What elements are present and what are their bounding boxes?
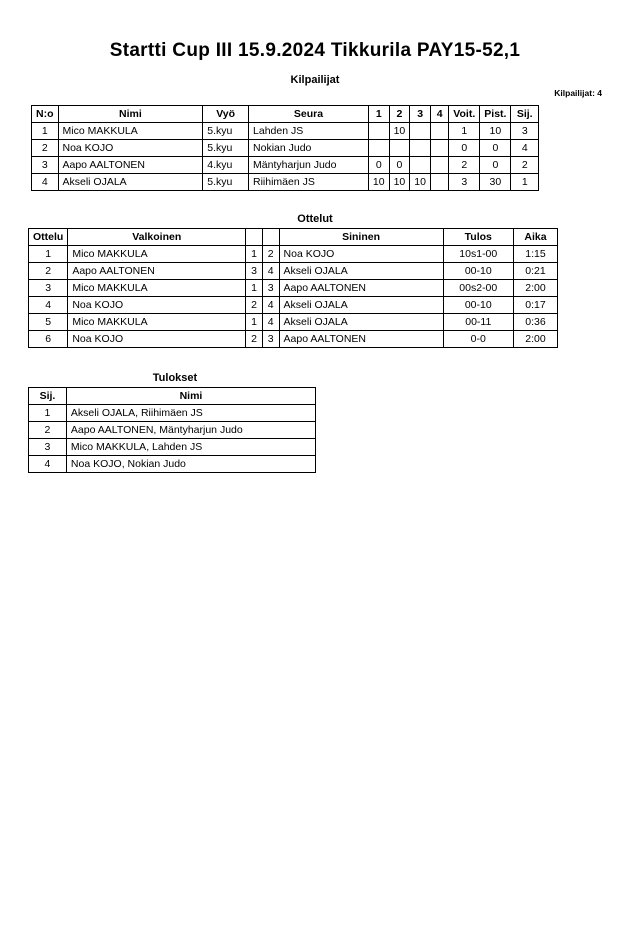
cell-blue: Akseli OJALA (279, 314, 443, 331)
col-header-result: Tulos (443, 229, 513, 246)
cell-white-no: 1 (246, 314, 263, 331)
cell-time: 0:36 (514, 314, 558, 331)
cell-result-name: Akseli OJALA, Riihimäen JS (66, 405, 315, 422)
cell-match-no: 6 (29, 331, 68, 348)
results-table-body (29, 405, 316, 473)
document-page (0, 40, 630, 931)
cell-m3: 10 (410, 174, 431, 191)
col-header-place: Sij. (511, 106, 539, 123)
matches-table (28, 228, 558, 348)
cell-belt: 5.kyu (203, 123, 249, 140)
cell-no: 1 (32, 123, 59, 140)
results-section-label: Tulokset (152, 372, 198, 384)
competitors-table-wrap (31, 105, 630, 191)
cell-result-place: 2 (29, 422, 67, 439)
table-row (29, 263, 558, 280)
cell-blue-no: 3 (262, 331, 279, 348)
cell-match-no: 5 (29, 314, 68, 331)
matches-section-label: Ottelut (297, 213, 333, 225)
table-header-row (29, 229, 558, 246)
cell-result: 00-10 (443, 297, 513, 314)
cell-no: 2 (32, 140, 59, 157)
cell-result-name: Mico MAKKULA, Lahden JS (66, 439, 315, 456)
table-header-row (32, 106, 539, 123)
cell-time: 0:21 (514, 263, 558, 280)
cell-blue: Aapo AALTONEN (279, 331, 443, 348)
cell-wins: 1 (449, 123, 480, 140)
cell-m3 (410, 140, 431, 157)
cell-wins: 2 (449, 157, 480, 174)
cell-no: 3 (32, 157, 59, 174)
cell-match-no: 2 (29, 263, 68, 280)
col-header-m4: 4 (430, 106, 448, 123)
cell-m4 (430, 123, 448, 140)
cell-white: Mico MAKKULA (68, 280, 246, 297)
competitors-count-row (0, 86, 630, 102)
results-table-wrap (28, 387, 630, 473)
competitors-section-label: Kilpailijat (290, 74, 340, 86)
cell-name: Aapo AALTONEN (58, 157, 203, 174)
matches-table-body (29, 246, 558, 348)
cell-result: 00-11 (443, 314, 513, 331)
table-row (29, 405, 316, 422)
cell-m4 (430, 157, 448, 174)
cell-m2: 10 (389, 174, 410, 191)
cell-belt: 4.kyu (203, 157, 249, 174)
page-title: Startti Cup III 15.9.2024 Tikkurila PAY15-52,1 (109, 40, 521, 61)
cell-points: 30 (480, 174, 511, 191)
cell-time: 2:00 (514, 280, 558, 297)
cell-white-no: 2 (246, 297, 263, 314)
results-table-head (29, 388, 316, 405)
cell-wins: 0 (449, 140, 480, 157)
matches-block (0, 213, 630, 348)
table-row (29, 280, 558, 297)
results-table (28, 387, 316, 473)
cell-m4 (430, 174, 448, 191)
cell-blue-no: 4 (262, 314, 279, 331)
cell-place: 3 (511, 123, 539, 140)
cell-result: 0-0 (443, 331, 513, 348)
table-row (32, 140, 539, 157)
cell-white: Noa KOJO (68, 297, 246, 314)
table-row (29, 331, 558, 348)
col-header-points: Pist. (480, 106, 511, 123)
cell-time: 0:17 (514, 297, 558, 314)
table-row (29, 439, 316, 456)
cell-name: Akseli OJALA (58, 174, 203, 191)
cell-white: Mico MAKKULA (68, 246, 246, 263)
col-header-blue: Sininen (279, 229, 443, 246)
cell-name: Noa KOJO (58, 140, 203, 157)
col-header-no: N:o (32, 106, 59, 123)
cell-white-no: 3 (246, 263, 263, 280)
matches-table-wrap (28, 228, 630, 348)
cell-m1: 0 (368, 157, 389, 174)
cell-club: Mäntyharjun Judo (249, 157, 369, 174)
cell-club: Lahden JS (249, 123, 369, 140)
table-row (32, 123, 539, 140)
cell-club: Riihimäen JS (249, 174, 369, 191)
cell-m1 (368, 140, 389, 157)
col-header-result-place: Sij. (29, 388, 67, 405)
cell-blue: Aapo AALTONEN (279, 280, 443, 297)
cell-match-no: 1 (29, 246, 68, 263)
cell-white-no: 1 (246, 280, 263, 297)
matches-table-head (29, 229, 558, 246)
cell-m3 (410, 123, 431, 140)
cell-name: Mico MAKKULA (58, 123, 203, 140)
table-row (29, 297, 558, 314)
cell-points: 10 (480, 123, 511, 140)
cell-place: 4 (511, 140, 539, 157)
cell-white-no: 1 (246, 246, 263, 263)
cell-blue-no: 4 (262, 297, 279, 314)
cell-blue: Akseli OJALA (279, 263, 443, 280)
cell-result-name: Noa KOJO, Nokian Judo (66, 456, 315, 473)
cell-m1 (368, 123, 389, 140)
cell-place: 2 (511, 157, 539, 174)
cell-white: Aapo AALTONEN (68, 263, 246, 280)
col-header-result-name: Nimi (66, 388, 315, 405)
table-row (29, 456, 316, 473)
col-header-wins: Voit. (449, 106, 480, 123)
cell-result-name: Aapo AALTONEN, Mäntyharjun Judo (66, 422, 315, 439)
cell-m1: 10 (368, 174, 389, 191)
cell-result-place: 1 (29, 405, 67, 422)
col-header-white: Valkoinen (68, 229, 246, 246)
col-header-club: Seura (249, 106, 369, 123)
cell-blue-no: 4 (262, 263, 279, 280)
cell-result-place: 4 (29, 456, 67, 473)
cell-m4 (430, 140, 448, 157)
competitors-table-head (32, 106, 539, 123)
cell-result: 10s1-00 (443, 246, 513, 263)
table-row (29, 246, 558, 263)
col-header-blue-no (262, 229, 279, 246)
cell-belt: 5.kyu (203, 174, 249, 191)
cell-no: 4 (32, 174, 59, 191)
cell-time: 1:15 (514, 246, 558, 263)
results-block (0, 372, 630, 473)
cell-white-no: 2 (246, 331, 263, 348)
table-row (29, 422, 316, 439)
cell-belt: 5.kyu (203, 140, 249, 157)
cell-match-no: 4 (29, 297, 68, 314)
cell-blue-no: 2 (262, 246, 279, 263)
col-header-belt: Vyö (203, 106, 249, 123)
cell-blue-no: 3 (262, 280, 279, 297)
cell-result: 00-10 (443, 263, 513, 280)
cell-result: 00s2-00 (443, 280, 513, 297)
col-header-m2: 2 (389, 106, 410, 123)
cell-m3 (410, 157, 431, 174)
cell-points: 0 (480, 140, 511, 157)
table-row (32, 157, 539, 174)
cell-blue: Noa KOJO (279, 246, 443, 263)
cell-points: 0 (480, 157, 511, 174)
cell-blue: Akseli OJALA (279, 297, 443, 314)
competitors-table-body (32, 123, 539, 191)
cell-result-place: 3 (29, 439, 67, 456)
col-header-time: Aika (514, 229, 558, 246)
cell-white: Noa KOJO (68, 331, 246, 348)
cell-place: 1 (511, 174, 539, 191)
table-row (32, 174, 539, 191)
table-header-row (29, 388, 316, 405)
cell-wins: 3 (449, 174, 480, 191)
cell-m2 (389, 140, 410, 157)
cell-white: Mico MAKKULA (68, 314, 246, 331)
col-header-white-no (246, 229, 263, 246)
col-header-m3: 3 (410, 106, 431, 123)
col-header-name: Nimi (58, 106, 203, 123)
table-row (29, 314, 558, 331)
cell-club: Nokian Judo (249, 140, 369, 157)
cell-match-no: 3 (29, 280, 68, 297)
col-header-m1: 1 (368, 106, 389, 123)
cell-m2: 0 (389, 157, 410, 174)
cell-time: 2:00 (514, 331, 558, 348)
competitors-table (31, 105, 539, 191)
cell-m2: 10 (389, 123, 410, 140)
col-header-match-no: Ottelu (29, 229, 68, 246)
competitor-count-label: Kilpailijat: 4 (554, 88, 602, 98)
